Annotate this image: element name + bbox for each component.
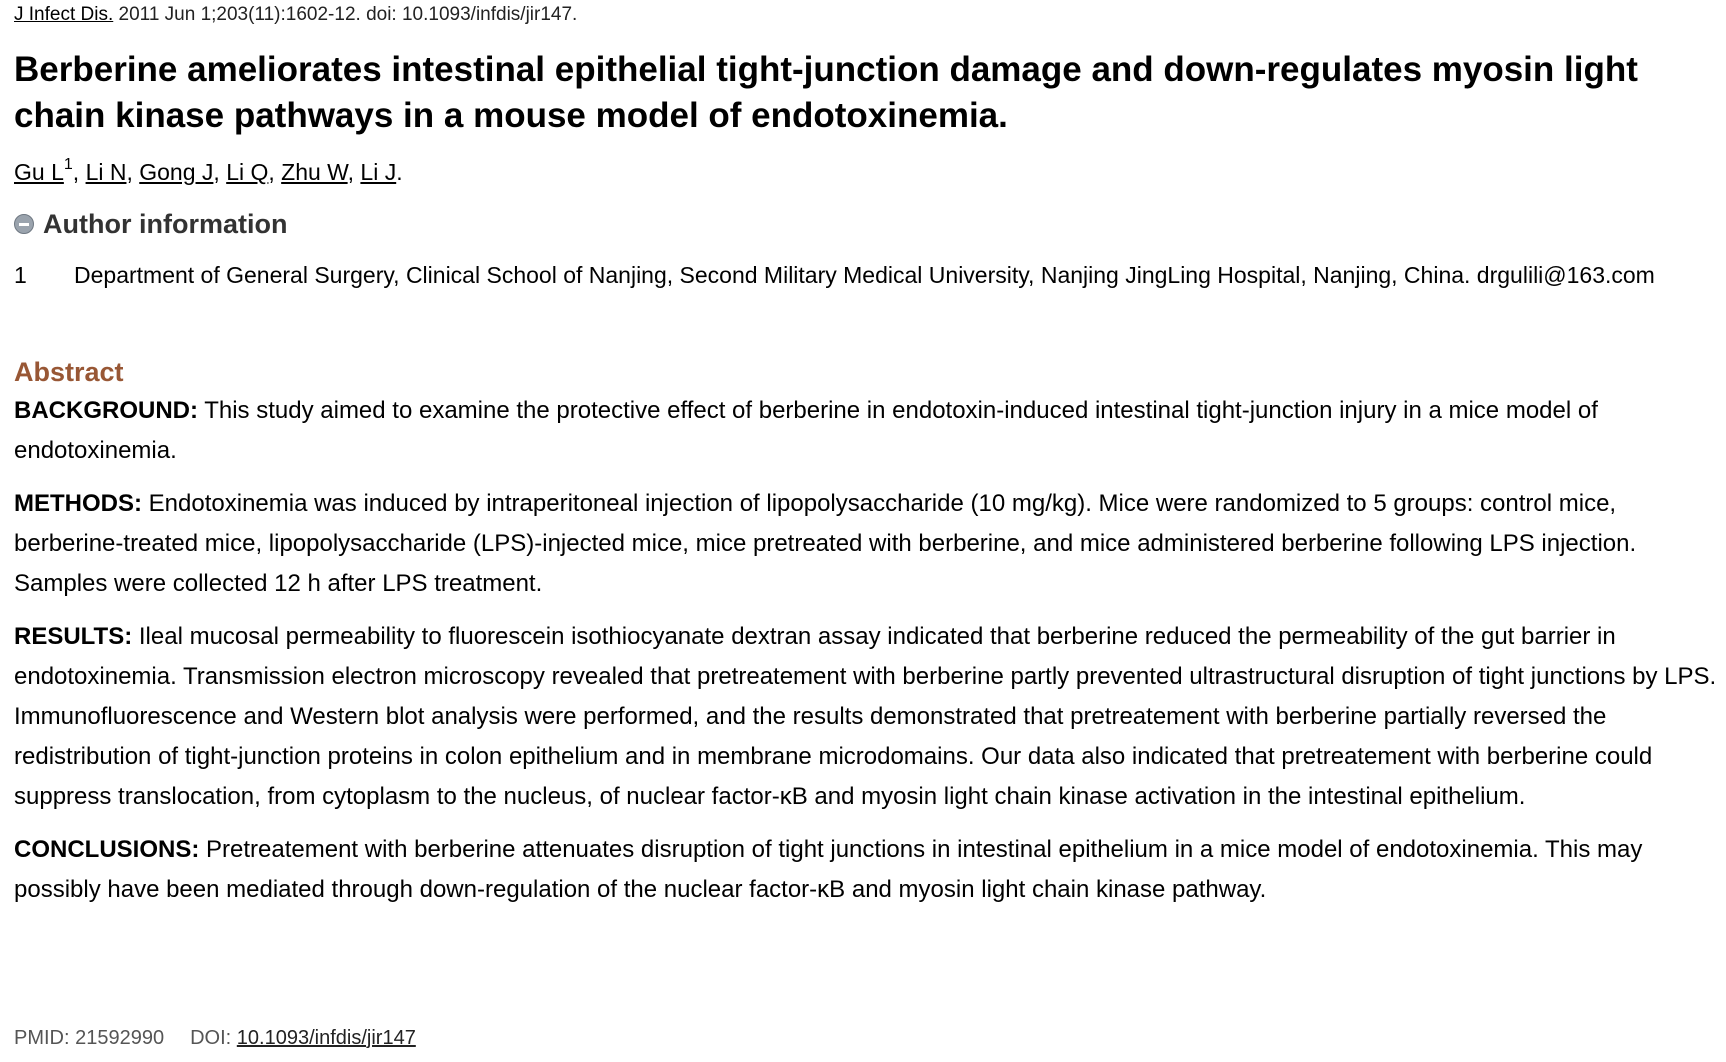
doi-link[interactable]: 10.1093/infdis/jir147 [236, 1027, 416, 1049]
affiliation-text: Department of General Surgery, Clinical School of Nanjing, Second Military Medical University, Nanjing JingLing Hospital, Nanjing, China. drgulili@163.com [74, 262, 1655, 288]
author-link[interactable]: Li N [85, 159, 127, 185]
author-link[interactable]: Li J [360, 159, 397, 185]
abstract-heading: Abstract [14, 357, 124, 387]
pmid-label: PMID: [14, 1027, 70, 1049]
citation-details: 2011 Jun 1;203(11):1602-12. doi: 10.1093/infdis/jir147. [113, 4, 578, 25]
author-list-end: . [396, 159, 403, 185]
abstract-section-background [14, 391, 1719, 471]
doi-label: DOI: [190, 1027, 232, 1049]
abstract-section-results [14, 617, 1719, 817]
section-label: CONCLUSIONS: [14, 836, 200, 863]
author-affiliation-sup: 1 [63, 156, 73, 174]
section-text: This study aimed to examine the protective effect of berberine in endotoxin-induced intestinal tight-junction injury in a mice model of endotoxinemia. [14, 397, 1598, 464]
author-list [14, 157, 403, 187]
section-text: Ileal mucosal permeability to fluorescein isothiocyanate dextran assay indicated that berberine reduced the permeability of the gut barrier in endotoxinemia. Transmission electron microscopy revealed that pretreatement with berberine partly prevented ultrastructural disruption of tight junctions by LPS. Immunofluorescence and Western blot analysis were performed, and the results demonstrated that pretreatement with berberine partially reversed the redistribution of tight-junction proteins in colon epithelium and in membrane microdomains. Our data also indicated that pretreatement with berberine could suppress translocation, from cytoplasm to the nucleus, of nuclear factor-κB and myosin light chain kinase activation in the intestinal epithelium. [14, 623, 1717, 810]
section-text: Pretreatement with berberine attenuates disruption of tight junctions in intestinal epithelium in a mice model of endotoxinemia. This may possibly have been mediated through down-regulation of the nuclear factor-κB and myosin light chain kinase pathway. [14, 836, 1643, 903]
author-separator: , [72, 159, 86, 185]
collapse-minus-icon[interactable] [14, 214, 34, 234]
author-information-label: Author information [43, 209, 288, 239]
abstract-section-conclusions [14, 830, 1719, 910]
abstract-section-methods [14, 484, 1719, 604]
author-separator: , [268, 159, 282, 185]
author-separator: , [213, 159, 227, 185]
citation-line [14, 3, 577, 27]
author-separator: , [347, 159, 361, 185]
author-link[interactable]: Zhu W [281, 159, 348, 185]
article-identifiers [14, 1025, 416, 1051]
author-information-toggle[interactable] [14, 208, 287, 240]
section-label: RESULTS: [14, 623, 133, 650]
author-link[interactable]: Gu L [14, 159, 64, 185]
affiliation-number: 1 [14, 262, 27, 288]
abstract-body [14, 391, 1719, 923]
author-separator: , [126, 159, 140, 185]
author-link[interactable]: Li Q [226, 159, 269, 185]
affiliation-item [14, 258, 1714, 292]
article-title: Berberine ameliorates intestinal epithelial tight-junction damage and down-regulates myosin light chain kinase pathways in a mouse model of endotoxinemia. [14, 50, 1638, 135]
journal-link[interactable]: J Infect Dis. [14, 4, 114, 25]
section-label: METHODS: [14, 490, 142, 517]
pmid-value: 21592990 [75, 1027, 165, 1049]
section-text: Endotoxinemia was induced by intraperitoneal injection of lipopolysaccharide (10 mg/kg). Mice were randomized to 5 groups: control mice, berberine-treated mice, lipopolysaccharide (LPS)-injected mice, mice pretreated with berberine, and mice administered berberine following LPS injection. Samples were collected 12 h after LPS treatment. [14, 490, 1637, 597]
author-link[interactable]: Gong J [139, 159, 214, 185]
section-label: BACKGROUND: [14, 397, 198, 424]
